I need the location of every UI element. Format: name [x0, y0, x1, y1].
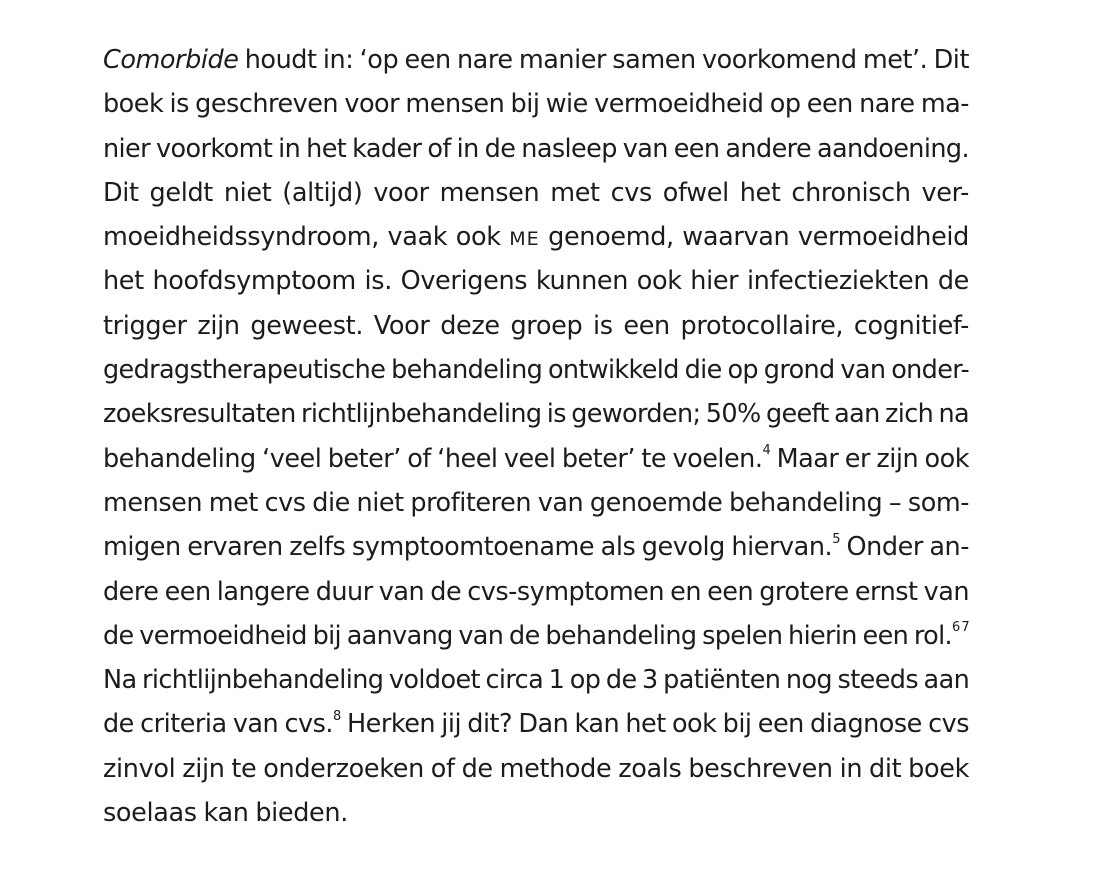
text-line-5	[103, 215, 969, 259]
text-segment: de criteria van cvs.	[103, 709, 333, 740]
footnote-ref: 5	[832, 531, 841, 547]
text-segment: houdt in: ‘op een nare manier samen voorkomend met’. Dit	[238, 45, 969, 75]
footnote-ref: 4	[762, 443, 771, 459]
text-line-10	[103, 437, 969, 481]
text-line-8: gedragstherapeutische behandeling ontwikkeld die op grond van onder-	[103, 355, 969, 386]
text-line-4: Dit geldt niet (altijd) voor mensen met cvs ofwel het chronisch ver-	[103, 177, 969, 208]
text-segment: genoemd, waarvan vermoeidheid	[539, 222, 969, 253]
text-line-9: zoeksresultaten richtlijnbehandeling is geworden; 50% geeft aan zich na	[103, 399, 969, 430]
italic-term: Comorbide	[103, 45, 239, 75]
footnote-ref: 8	[332, 708, 341, 724]
text-line-12	[103, 525, 969, 569]
text-line-18: soelaas kan bieden.	[103, 798, 348, 829]
document-page	[103, 38, 969, 835]
text-segment: migen ervaren zelfs symptoomtoename als gevolg hiervan.	[103, 532, 833, 563]
text-segment: de vermoeidheid bij aanvang van de behandeling spelen hierin een rol.	[103, 620, 952, 651]
text-line-7: trigger zijn geweest. Voor deze groep is een protocollaire, cognitief-	[103, 310, 969, 341]
text-line-17: zinvol zijn te onderzoeken of de methode zoals beschreven in dit boek	[103, 753, 969, 784]
text-line-16	[103, 702, 969, 746]
text-line-6: het hoofdsymptoom is. Overigens kunnen ook hier infectieziekten de	[103, 266, 969, 297]
text-segment: Onder an-	[840, 532, 969, 563]
footnote-ref: 6 7	[951, 620, 969, 636]
text-segment: moeidheidssyndroom, vaak ook	[103, 222, 510, 253]
text-segment: behandeling ‘veel beter’ of ‘heel veel beter’ te voelen.	[103, 443, 763, 474]
text-line-2: boek is geschreven voor mensen bij wie vermoeidheid op een nare ma-	[103, 89, 969, 120]
text-line-13: dere een langere duur van de cvs-symptomen en een grotere ernst van	[103, 576, 969, 607]
text-line-1	[103, 38, 969, 82]
text-line-3: nier voorkomt in het kader of in de nasleep van een andere aandoening.	[103, 133, 969, 164]
text-line-15: Na richtlijnbehandeling voldoet circa 1 op de 3 patiënten nog steeds aan	[103, 665, 970, 696]
body-paragraph	[103, 38, 969, 835]
small-caps-abbreviation: ME	[509, 228, 540, 251]
text-line-11: mensen met cvs die niet profiteren van genoemde behandeling – som-	[103, 487, 969, 518]
text-segment: Herken jij dit? Dan kan het ook bij een diagnose cvs	[340, 709, 970, 740]
text-segment: Maar er zijn ook	[770, 443, 969, 474]
text-line-14	[103, 614, 969, 658]
